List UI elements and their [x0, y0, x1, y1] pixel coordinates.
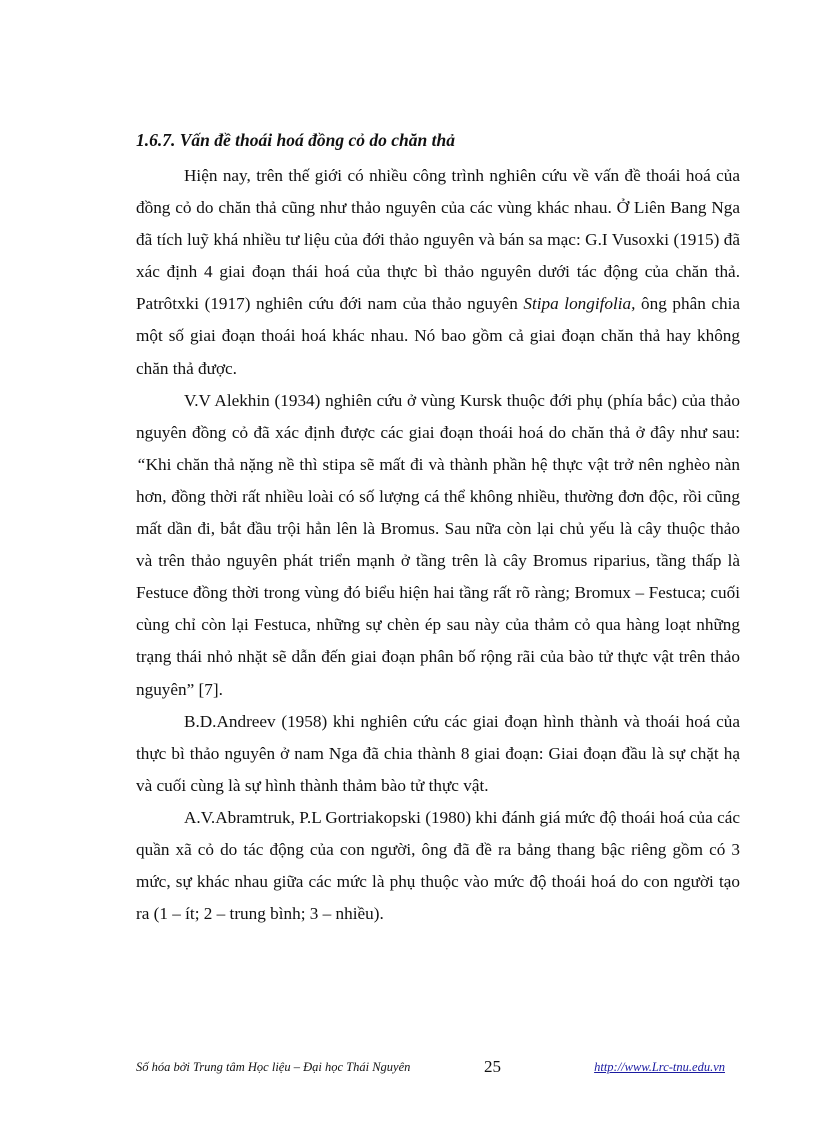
body-text: [136, 160, 740, 930]
paragraph-text: B.D.Andreev (1958) khi nghiên cứu các giai đoạn hình thành và thoái hoá của thực bì thảo nguyên ở nam Nga đã chia thành 8 giai đoạn: Giai đoạn đầu là sự chặt hạ và cuối cùng là sự hình thành thảm bào tử thực vật.: [136, 711, 740, 795]
paragraph-grazing-overview: [136, 160, 740, 385]
paragraph-text: ông phân chia một số giai đoạn thoái hoá khác nhau. Nó bao gồm cả giai đoạn chăn thả hay không chăn thả được.: [136, 294, 740, 378]
section-heading: 1.6.7. Vấn đề thoái hoá đồng cỏ do chăn thả: [136, 130, 455, 150]
footer-credit: Số hóa bởi Trung tâm Học liệu – Đại học Thái Nguyên: [136, 1060, 411, 1074]
paragraph-alekhin: [136, 385, 740, 706]
paragraph-text: Khi chăn thả nặng nề thì stipa sẽ mất đi và thành phần hệ thực vật trở nên nghèo nàn hơn, đồng thời rất nhiều loài có số lượng cá thể không nhiều, thường đơn độc, rồi cũng mất dần đi, bắt đầu trội hẳn lên là Bromus. Sau nữa còn lại chủ yếu là cây thuộc thảo và trên thảo nguyên phát triển mạnh ở tầng trên là cây Bromus riparius, tầng thấp là Festuce đồng thời trong vùng đó biểu hiện hai tầng rất rõ ràng; Bromux – Festuca; cuối cùng chỉ còn lại Festuca, những sự chèn ép sau này của thảm cỏ qua hàng loạt những trạng thái nhỏ nhặt sẽ dẫn đến giai đoạn phân bố rộng rãi của bào tử thực vật trên thảo nguyên” [7].: [136, 454, 740, 699]
footer-link[interactable]: http://www.Lrc-tnu.edu.vn: [594, 1060, 725, 1074]
paragraph-text: A.V.Abramtruk, P.L Gortriakopski (1980) khi đánh giá mức độ thoái hoá của các quần xã cỏ do tác động của con người, ông đã đề ra bảng thang bậc riêng gồm có 3 mức, sự khác nhau giữa các mức là phụ thuộc vào mức độ thoái hoá do con người tạo ra (1 – ít; 2 – trung bình; 3 – nhiều).: [136, 807, 740, 924]
paragraph-text: Hiện nay, trên thế giới có nhiều công trình nghiên cứu về vấn đề thoái hoá của đồng cỏ do chăn thả cũng như thảo nguyên của các vùng khác nhau. Ở Liên Bang Nga đã tích luỹ khá nhiều tư liệu của đới thảo nguyên và bán sa mạc: G.I Vusoxki (1915) đã xác định 4 giai đoạn thái hoá của thực bì thảo nguyên dưới tác động của chăn thả. Patrôtxki (1917) nghiên cứu đới nam của thảo nguyên: [136, 166, 740, 314]
quote-open-mark: “: [136, 454, 146, 474]
species-name: Stipa longifolia,: [523, 294, 636, 314]
page-number: 25: [484, 1057, 501, 1076]
paragraph-andreev: [136, 706, 740, 802]
paragraph-abramtruk: [136, 802, 740, 930]
paragraph-text: V.V Alekhin (1934) nghiên cứu ở vùng Kursk thuộc đới phụ (phía bắc) của thảo nguyên đồng cỏ đã xác định được các giai đoạn thoái hoá do chăn thả ở đây như sau:: [136, 390, 740, 442]
page-footer: [136, 1057, 740, 1079]
